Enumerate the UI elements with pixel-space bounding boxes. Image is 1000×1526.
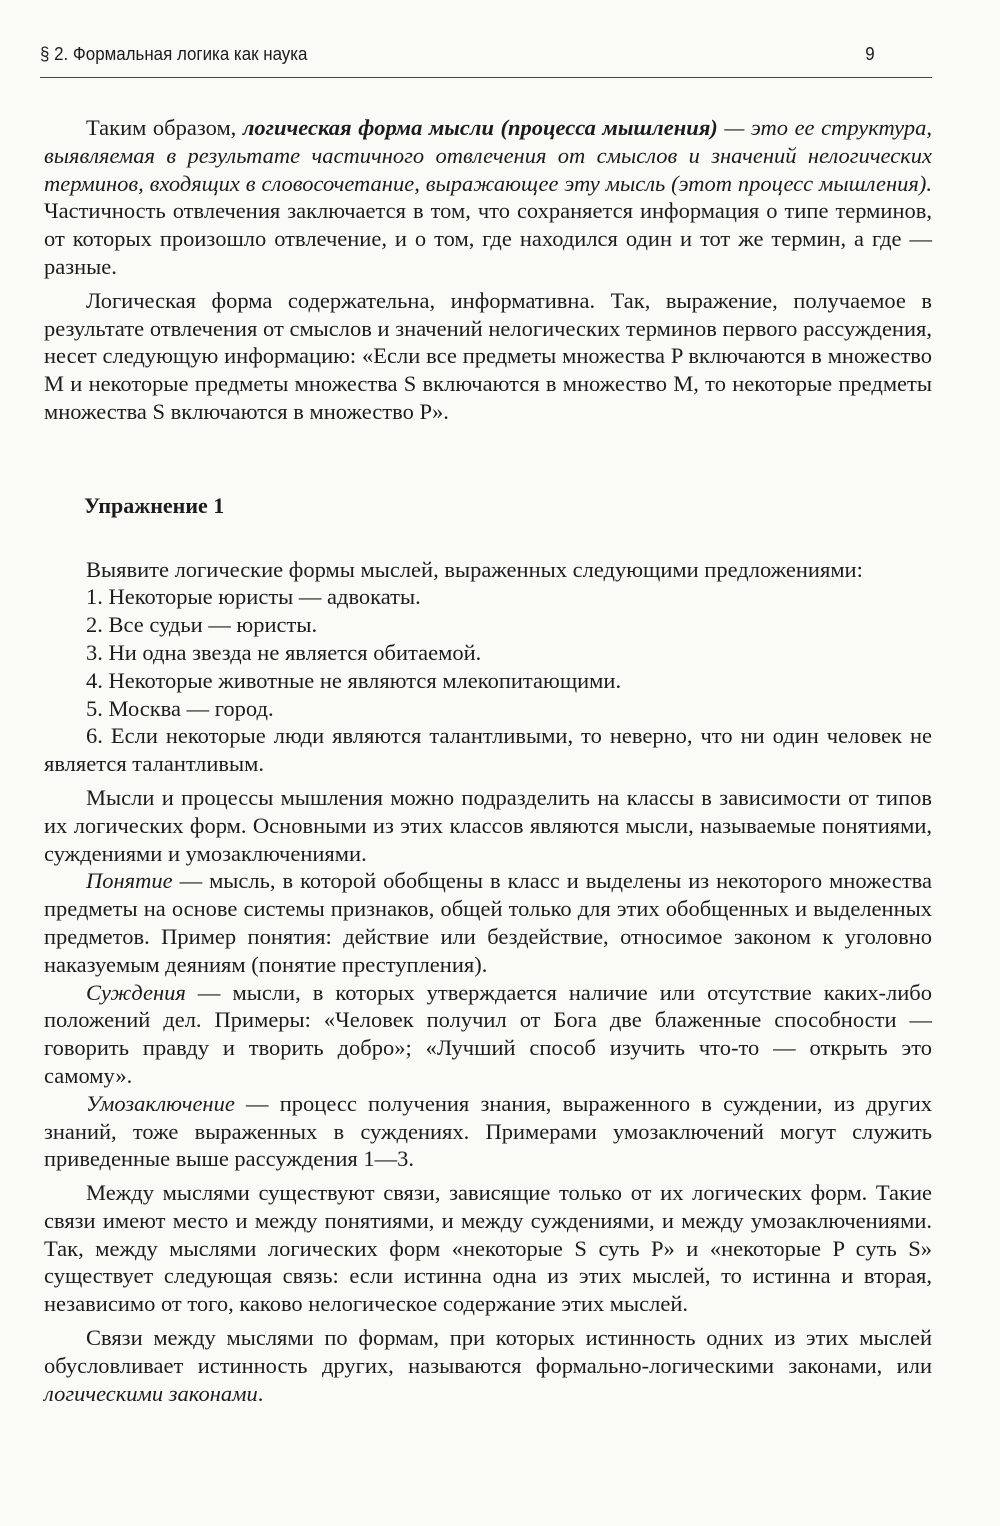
page-number: 9: [865, 44, 875, 64]
defined-term: логическая форма мысли (процесса мышления): [242, 115, 718, 140]
definition-text: — это ее структура, выявляемая в результате частичного отвлечения от смыслов и значений нелогических терминов, входящих в словосочетание, выражающее эту мысль (этот процесс мышления).: [44, 115, 932, 196]
list-item: 5. Москва — город.: [86, 695, 274, 721]
paragraph: Таким образом, логическая форма мысли (процесса мышления) — это ее структура, выявляемая в результате частичного отвлечения от смыслов и значений нелогических терминов, входящих в словосочетание, выражающее эту мысль (этот процесс мышления). Частичность отвлечения заключается в том, что сохраняется информация о типе терминов, от которых произошло отвлечение, и о том, где находился один и тот же термин, а где — разные.: [44, 115, 932, 279]
paragraph: Между мыслями существуют связи, зависящие только от их логических форм. Такие связи имеют место и между понятиями, и между суждениями, и между умозаключениями. Так, между мыслями логических форм «некоторые S суть P» и «некоторые P суть S» существует следующая связь: если истинна одна из этих мыслей, то истинна и вторая, независимо от того, каково нелогическое содержание этих мыслей.: [44, 1180, 932, 1317]
paragraph: Мысли и процессы мышления можно подразделить на классы в зависимости от типов их логических форм. Основными из этих классов являются мысли, называемые понятиями, суждениями и умозаключениями.: [44, 784, 932, 866]
term: Суждения: [86, 979, 186, 1005]
paragraph: Суждения — мысли, в которых утверждается наличие или отсутствие каких-либо положений дел. Примеры: «Человек получил от Бога две блаженные способности — говорить правду и творить добро»; «Лучший способ изучить что-то — открыть это самому».: [44, 979, 932, 1088]
section-title: § 2. Формальная логика как наука: [40, 44, 308, 64]
list-item: 4. Некоторые животные не являются млекопитающими.: [86, 667, 622, 693]
term: логическими законами: [44, 1380, 258, 1406]
page-body: [44, 114, 932, 1407]
list-item: 2. Все судьи — юристы.: [86, 612, 318, 638]
exercise-prompt: Выявите логические формы мыслей, выраженных следующими предложениями:: [86, 556, 863, 582]
paragraph: Логическая форма содержательна, информативна. Так, выражение, получаемое в результате отвлечения от смыслов и значений нелогических терминов первого рассуждения, несет следующую информацию: «Если все предметы множества P включаются в множество M и некоторые предметы множества S включаются в множество M, то некоторые предметы множества S включаются в множество P».: [44, 287, 932, 424]
paragraph: Связи между мыслями по формам, при которых истинность одних из этих мыслей обусловливает истинность других, называются формально-логическими законами, или логическими законами.: [44, 1325, 932, 1406]
list-item: 3. Ни одна звезда не является обитаемой.: [86, 639, 482, 665]
list-item: 6. Если некоторые люди являются талантливыми, то неверно, что ни один человек не является талантливым.: [44, 723, 932, 777]
paragraph: Понятие — мысль, в которой обобщены в класс и выделены из некоторого множества предметы на основе системы признаков, общей только для этих обобщенных и выделенных предметов. Пример понятия: действие или бездействие, относимое законом к уголовно наказуемым деяниям (понятие преступления).: [44, 868, 932, 977]
header-rule: [40, 77, 932, 78]
exercise-title: Упражнение 1: [84, 492, 225, 518]
running-header: [40, 44, 875, 65]
paragraph: Умозаключение — процесс получения знания, выраженного в суждении, из других знаний, тоже выраженных в суждениях. Примерами умозаключений могут служить приведенные выше рассуждения 1—3.: [44, 1090, 932, 1172]
term: Понятие: [86, 868, 173, 894]
list-item: 1. Некоторые юристы — адвокаты.: [86, 584, 421, 610]
term: Умозаключение: [86, 1090, 235, 1116]
